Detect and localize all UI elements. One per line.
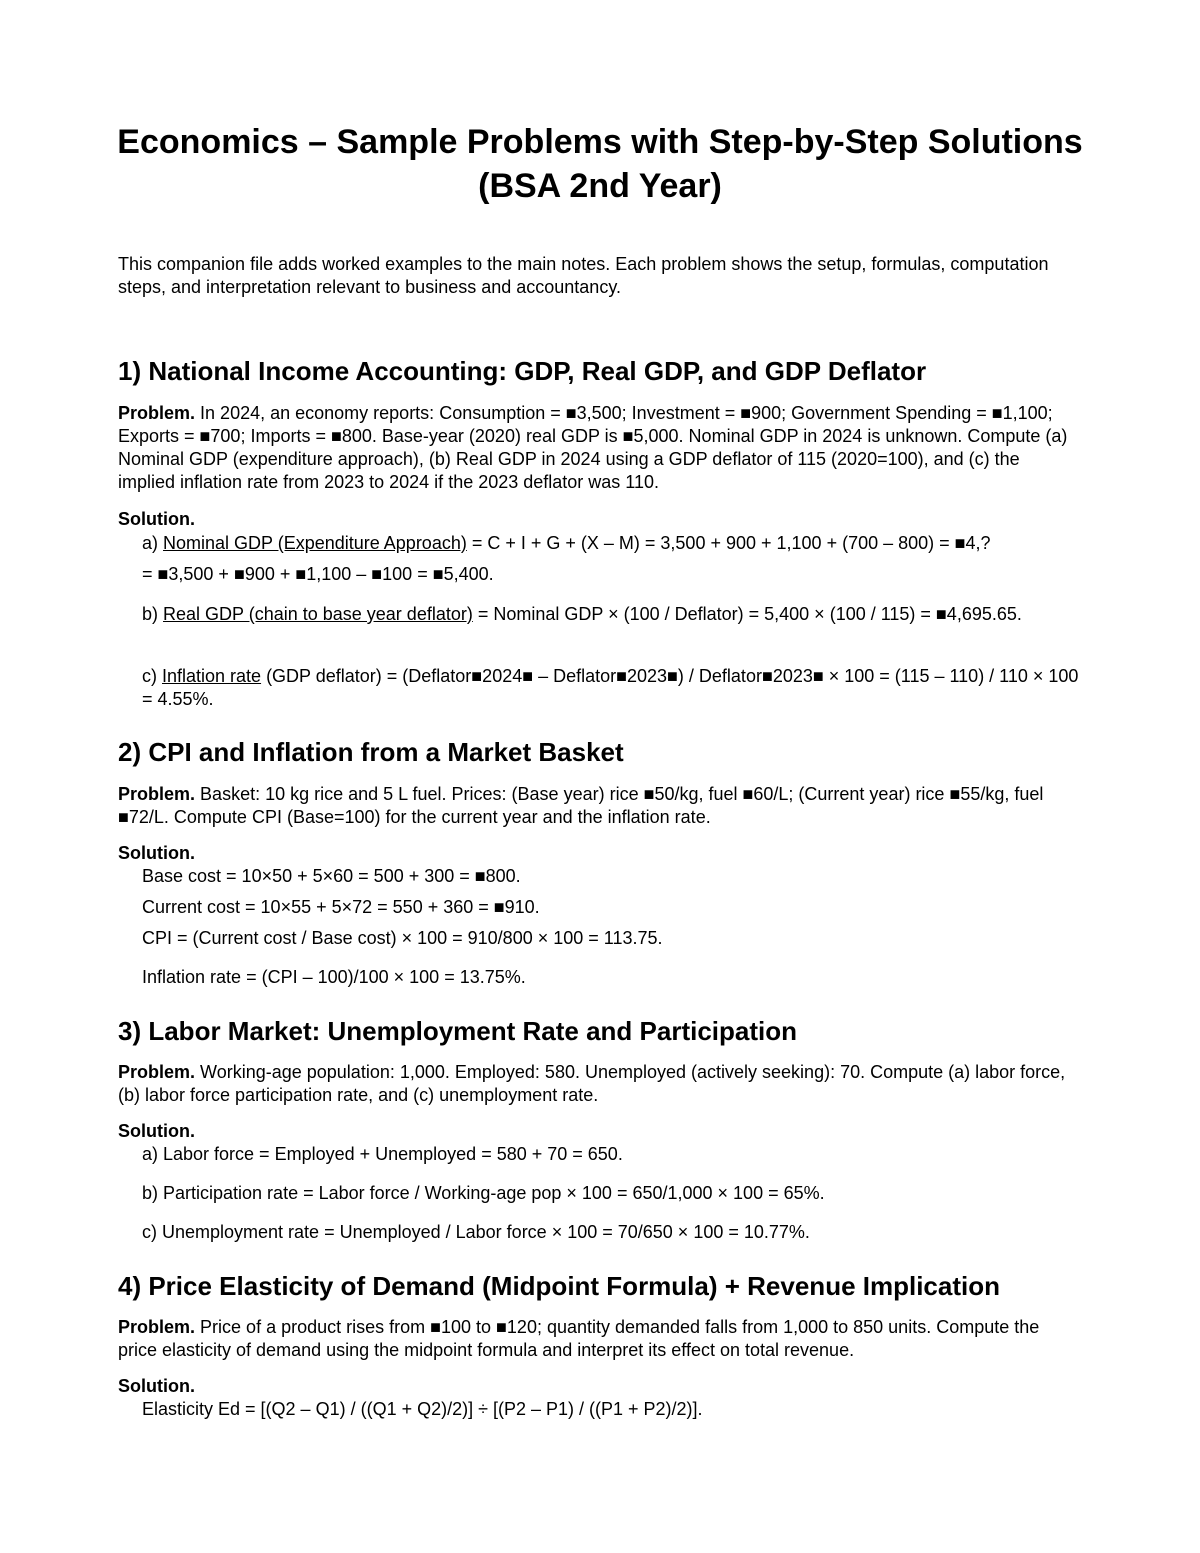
section-2-problem-text: Basket: 10 kg rice and 5 L fuel. Prices: (Base year) rice ■50/kg, fuel ■60/L; (Current year) rice ■55/kg, fuel ■72/L. Compute CPI (Base=100) for the current year and the inflation rate. [118, 784, 1044, 827]
step-prefix: a) [142, 533, 164, 553]
step-prefix: b) [142, 604, 164, 624]
section-1-problem-text: In 2024, an economy reports: Consumption = ■3,500; Investment = ■900; Government Spending = ■1,100; Exports = ■700; Imports = ■800. Base-year (2020) real GDP is ■5,000. Nominal GDP in 2024 is unknown. Compute (a) Nominal GDP (expenditure approach), (b) Real GDP in 2024 using a GDP deflator of 115 (2020=100), and (c) the implied inflation rate from 2023 to 2024 if the 2023 deflator was 110. [118, 403, 1068, 492]
page-title: Economics – Sample Problems with Step-by-Step Solutions (BSA 2nd Year) [117, 123, 1083, 205]
section-1-solution-label: Solution. [118, 509, 195, 529]
section-2-heading: 2) CPI and Inflation from a Market Basket [118, 737, 624, 767]
section-3-problem-text: Working-age population: 1,000. Employed: 580. Unemployed (actively seeking): 70. Compute (a) labor force, (b) labor force participation rate, and (c) unemployment rate. [118, 1062, 1066, 1105]
section-1-heading: 1) National Income Accounting: GDP, Real GDP, and GDP Deflator [118, 356, 927, 386]
problem-label: Problem. [118, 1062, 196, 1082]
section-1-step-c [142, 665, 1082, 711]
section-2-problem [118, 783, 1080, 829]
step-term: Real GDP (chain to base year deflator) [163, 604, 473, 624]
section-1-step-b [142, 603, 1082, 626]
problem-label: Problem. [118, 784, 196, 804]
section-4-step-1: Elasticity Ed = [(Q2 – Q1) / ((Q1 + Q2)/2)] ÷ [(P2 – P1) / ((P1 + P2)/2)]. [142, 1399, 703, 1419]
section-2-step-3: CPI = (Current cost / Base cost) × 100 = 910/800 × 100 = 113.75. [142, 928, 663, 948]
section-2-solution-label: Solution. [118, 843, 195, 863]
step-term: Nominal GDP (Expenditure Approach) [163, 533, 467, 553]
section-3-heading: 3) Labor Market: Unemployment Rate and Participation [118, 1016, 798, 1046]
step-text: = ■3,500 + ■900 + ■1,100 – ■100 = ■5,400. [142, 564, 494, 584]
section-4-problem [118, 1316, 1080, 1362]
problem-label: Problem. [118, 403, 196, 423]
section-2-step-1: Base cost = 10×50 + 5×60 = 500 + 300 = ■800. [142, 866, 521, 886]
section-4-solution-label: Solution. [118, 1376, 195, 1396]
section-1-step-a-cont [142, 563, 494, 586]
section-2-step-2: Current cost = 10×55 + 5×72 = 550 + 360 = ■910. [142, 897, 540, 917]
step-text: = Nominal GDP × (100 / Deflator) = 5,400 × (100 / 115) = ■4,695.65. [472, 604, 1022, 624]
section-3-solution-label: Solution. [118, 1121, 195, 1141]
step-term: Inflation rate [162, 666, 262, 686]
problem-label: Problem. [118, 1317, 196, 1337]
section-4-heading: 4) Price Elasticity of Demand (Midpoint Formula) + Revenue Implication [118, 1271, 1000, 1301]
section-1-problem [118, 402, 1080, 494]
section-3-problem [118, 1061, 1080, 1107]
step-text: (GDP deflator) = (Deflator■2024■ – Deflator■2023■) / Deflator■2023■ × 100 = (115 – 110) / 110 × 100 = 4.55%. [142, 666, 1079, 709]
section-1-step-a [142, 532, 991, 555]
section-2-step-4: Inflation rate = (CPI – 100)/100 × 100 = 13.75%. [142, 967, 526, 987]
section-4-problem-text: Price of a product rises from ■100 to ■120; quantity demanded falls from 1,000 to 850 units. Compute the price elasticity of demand using the midpoint formula and interpret its effect on total revenue. [118, 1317, 1040, 1360]
step-text: = C + I + G + (X – M) = 3,500 + 900 + 1,100 + (700 – 800) = ■4,? [466, 533, 991, 553]
intro-paragraph: This companion file adds worked examples to the main notes. Each problem shows the setup, formulas, computation steps, and interpretation relevant to business and accountancy. [118, 254, 1049, 297]
section-3-step-a: a) Labor force = Employed + Unemployed = 580 + 70 = 650. [142, 1144, 623, 1164]
section-3-step-b: b) Participation rate = Labor force / Working-age pop × 100 = 650/1,000 × 100 = 65%. [142, 1183, 825, 1203]
step-prefix: c) [142, 666, 162, 686]
section-3-step-c: c) Unemployment rate = Unemployed / Labor force × 100 = 70/650 × 100 = 10.77%. [142, 1222, 810, 1242]
